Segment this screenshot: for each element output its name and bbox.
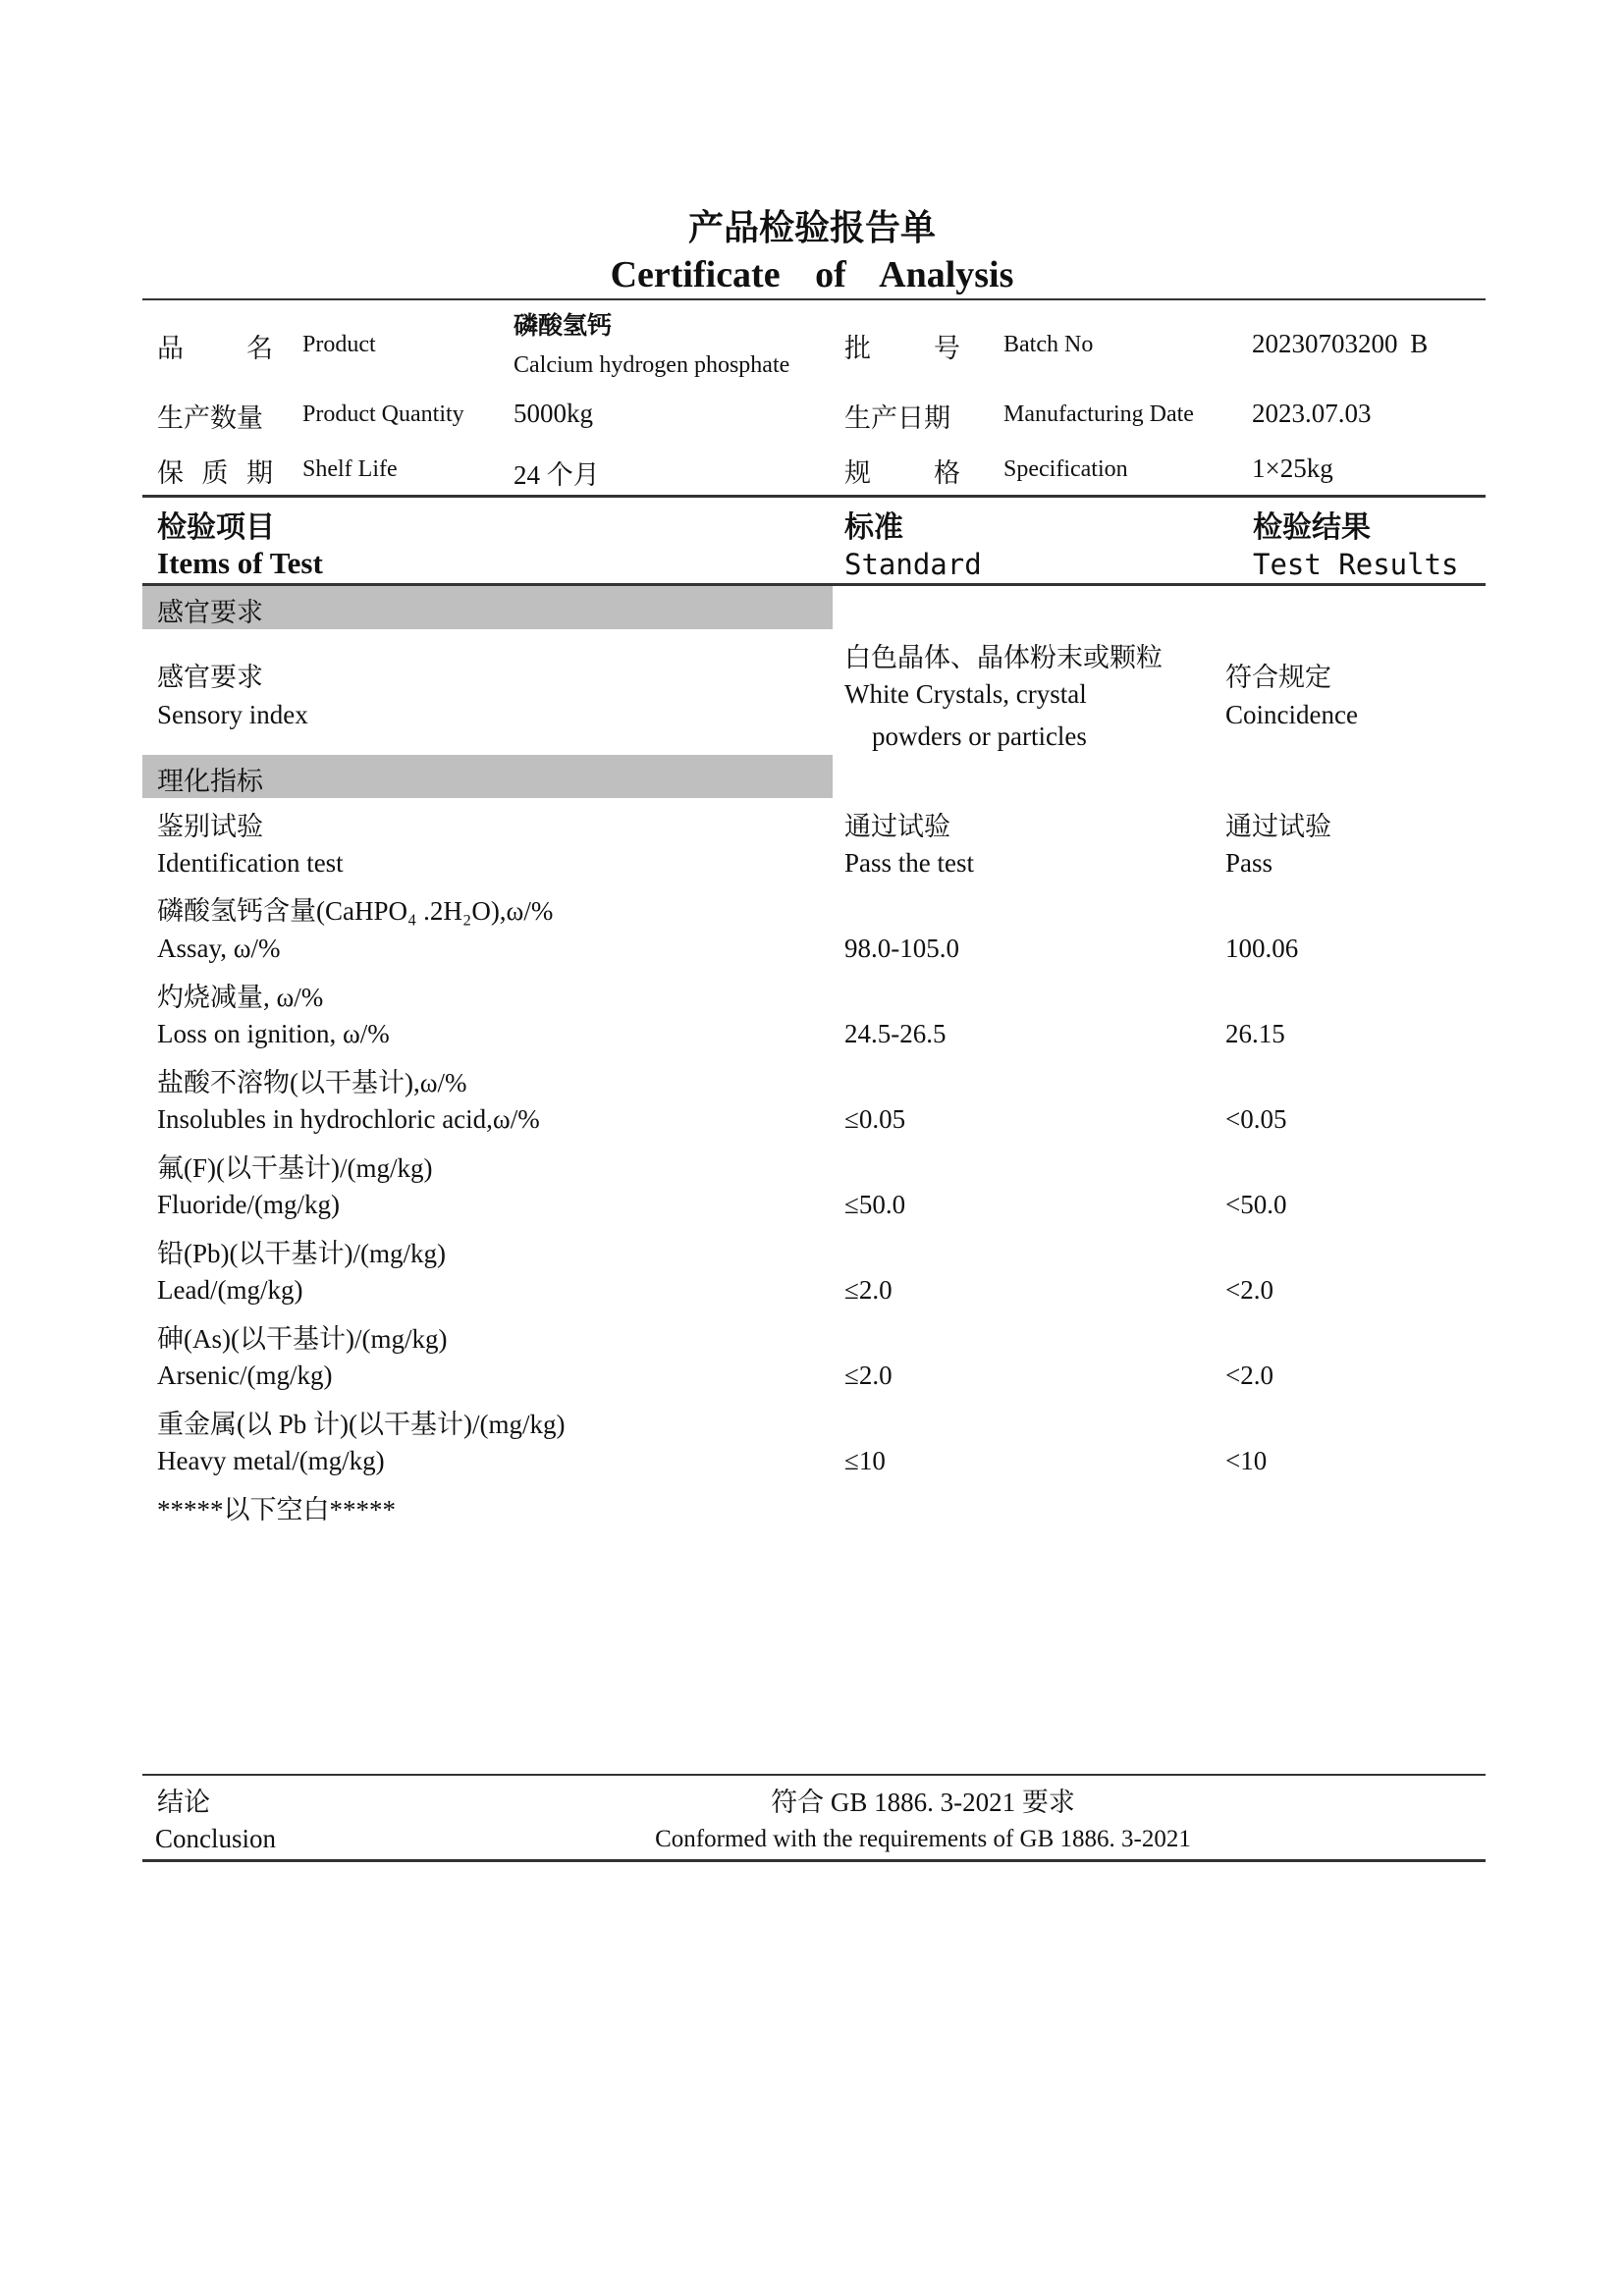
quantity-label-cn: 生产数量 [157,403,263,434]
label-char: 格 [934,458,960,489]
row-result-cn: 通过试验 [1225,812,1331,842]
conclusion-text-cn: 符合 GB 1886. 3-2021 要求 [771,1788,1075,1817]
header-results-cn: 检验结果 [1253,510,1371,545]
divider-header-top [142,495,1486,498]
row-item-en: Lead/(mg/kg) [157,1275,303,1305]
row-item-cn: 铅(Pb)(以干基计)/(mg/kg) [157,1239,446,1268]
document-title-en: Certificate of Analysis [610,254,1014,295]
row-item-cn: 磷酸氢钙含量(CaHPO₄ .2H₂O),ω/% [157,896,554,926]
label-char: 保 [157,458,184,489]
row-standard: 24.5-26.5 [844,1019,947,1048]
mfg-date-label-cn: 生产日期 [844,403,950,434]
row-result: <2.0 [1225,1361,1273,1390]
row-item-en: Heavy metal/(mg/kg) [157,1446,385,1475]
row-result: <10 [1225,1446,1268,1475]
row-result: 100.06 [1225,934,1299,963]
quantity-value: 5000kg [514,399,593,428]
document-title-cn: 产品检验报告单 [687,208,936,248]
row-item-cn: 灼烧减量, ω/% [157,983,324,1012]
batch-label-cn [844,327,960,365]
section-label-sensory: 感官要求 [157,598,263,628]
label-char: 品 [157,334,184,364]
conclusion-text-en: Conformed with the requirements of GB 1886. 3-2021 [655,1826,1191,1852]
mfg-date-value: 2023.07.03 [1252,399,1372,428]
header-items-cn: 检验项目 [157,510,275,545]
shelf-life-label-cn [157,452,273,490]
label-char: 期 [246,458,273,489]
sensory-item-cn: 感官要求 [157,663,263,693]
quantity-label-en: Product Quantity [302,401,464,427]
sensory-result-en: Coincidence [1225,700,1358,729]
spec-value: 1×25kg [1252,454,1333,483]
label-char: 规 [844,458,871,489]
conclusion-label-en: Conclusion [155,1824,277,1853]
row-result: 26.15 [1225,1019,1285,1048]
row-standard: Pass the test [844,848,974,878]
row-standard: ≤0.05 [844,1104,906,1134]
row-item-cn: 砷(As)(以干基计)/(mg/kg) [157,1324,448,1354]
header-results-en: Test Results [1253,548,1459,581]
row-item-en: Insolubles in hydrochloric acid,ω/% [157,1104,540,1134]
shelf-life-value: 24 个月 [514,460,600,490]
spec-label-en: Specification [1003,456,1128,482]
shelf-life-label-en: Shelf Life [302,456,398,482]
row-result: <0.05 [1225,1104,1287,1134]
row-result: Pass [1225,848,1273,878]
row-standard-cn: 通过试验 [844,812,950,842]
sensory-standard-en-1: White Crystals, crystal [844,679,1087,709]
end-marker: *****以下空白***** [157,1495,396,1524]
label-char: 质 [201,458,229,489]
product-value-cn: 磷酸氢钙 [514,311,613,340]
conclusion-label-cn: 结论 [157,1788,210,1818]
header-standard-cn: 标准 [844,510,903,545]
row-item-cn: 盐酸不溶物(以干基计),ω/% [157,1068,467,1097]
row-item-en: Identification test [157,848,344,878]
row-item-cn: 氟(F)(以干基计)/(mg/kg) [157,1153,433,1183]
section-label-physchem: 理化指标 [157,767,263,797]
product-value-en: Calcium hydrogen phosphate [514,352,790,378]
row-item-en: Loss on ignition, ω/% [157,1019,390,1048]
batch-value: 20230703200 B [1252,329,1429,358]
batch-label-en: Batch No [1003,332,1094,357]
product-label-cn [157,327,273,365]
header-standard-en: Standard [844,548,982,581]
divider-conclusion-bottom [142,1859,1486,1862]
divider-conclusion-top [142,1774,1486,1776]
row-item-cn: 鉴别试验 [157,812,263,842]
sensory-result-cn: 符合规定 [1225,663,1331,693]
row-standard: 98.0-105.0 [844,934,959,963]
sensory-standard-en-2: powders or particles [872,721,1087,751]
row-item-en: Arsenic/(mg/kg) [157,1361,333,1390]
label-char: 名 [246,334,273,364]
label-char: 批 [844,334,871,364]
mfg-date-label-en: Manufacturing Date [1003,401,1194,427]
product-label-en: Product [302,332,376,357]
row-item-en: Fluoride/(mg/kg) [157,1190,340,1219]
row-item-cn: 重金属(以 Pb 计)(以干基计)/(mg/kg) [157,1410,566,1439]
divider-top [142,298,1486,300]
header-items-en: Items of Test [157,546,323,580]
sensory-standard-cn: 白色晶体、晶体粉末或颗粒 [844,643,1163,673]
row-result: <50.0 [1225,1190,1287,1219]
spec-label-cn [844,452,960,490]
row-standard: ≤2.0 [844,1361,893,1390]
row-standard: ≤10 [844,1446,886,1475]
row-standard: ≤2.0 [844,1275,893,1305]
row-item-en: Assay, ω/% [157,934,281,963]
row-result: <2.0 [1225,1275,1273,1305]
sensory-item-en: Sensory index [157,700,308,729]
label-char: 号 [934,334,960,364]
row-standard: ≤50.0 [844,1190,906,1219]
